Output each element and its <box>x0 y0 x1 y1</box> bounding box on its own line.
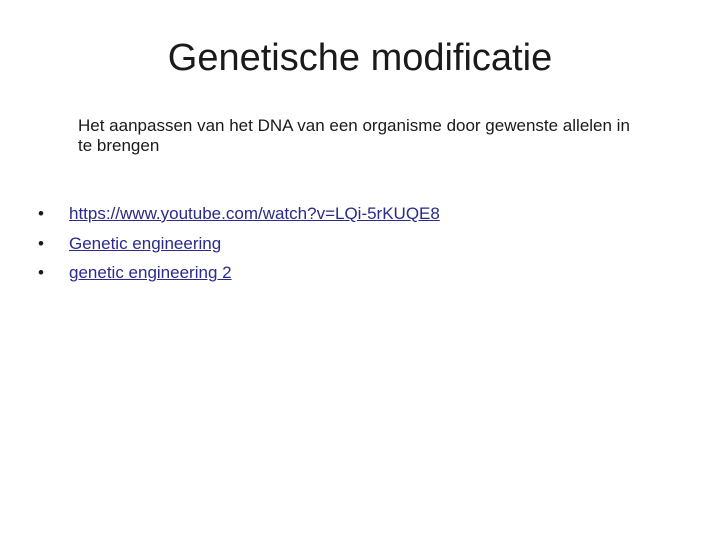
list-item <box>38 201 440 231</box>
link-list <box>38 201 440 290</box>
genetic-engineering-2-link[interactable]: genetic engineering 2 <box>69 263 232 282</box>
bullet-icon: • <box>38 233 44 253</box>
youtube-link[interactable]: https://www.youtube.com/watch?v=LQi-5rKUQE8 <box>69 204 440 223</box>
bullet-icon: • <box>38 263 44 282</box>
bullet-icon: • <box>38 204 44 223</box>
list-item <box>38 231 440 261</box>
genetic-engineering-link[interactable]: Genetic engineering <box>69 233 222 253</box>
slide-subtitle: Het aanpassen van het DNA van een organisme door gewenste allelen in te brengen <box>78 116 630 155</box>
list-item <box>38 260 440 290</box>
slide-title: Genetische modificatie <box>167 37 553 79</box>
